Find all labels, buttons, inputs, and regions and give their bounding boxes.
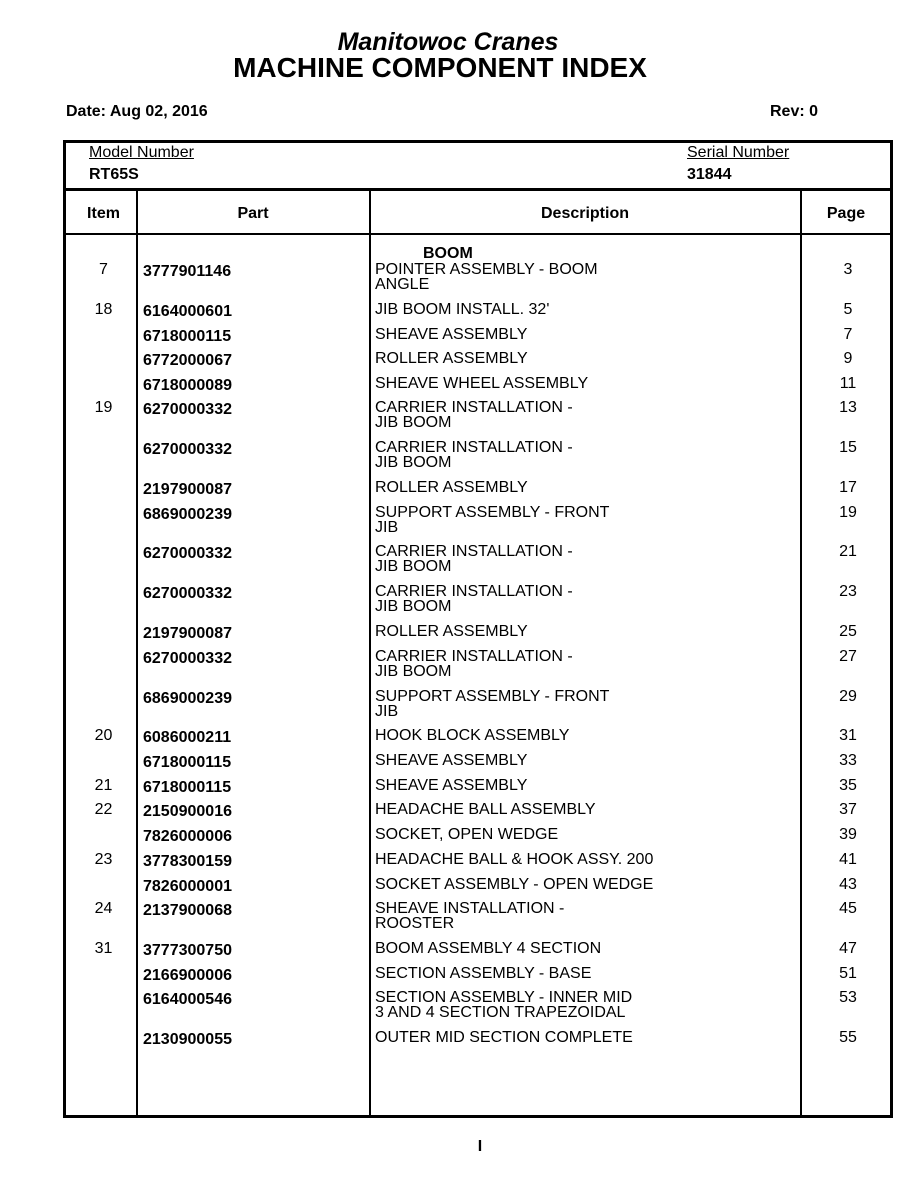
- model-number-value: RT65S: [89, 166, 139, 183]
- info-divider: [63, 188, 893, 191]
- row-page-number: 33: [839, 752, 857, 769]
- row-page-number: 3: [843, 261, 853, 278]
- row-description: BOOM ASSEMBLY 4 SECTION: [375, 940, 602, 957]
- row-part-number: 6270000332: [143, 401, 232, 418]
- row-part-number: 6164000601: [143, 303, 232, 320]
- row-part-number: 6772000067: [143, 352, 232, 369]
- row-page-number: 43: [839, 876, 857, 893]
- column-header-part: Part: [237, 205, 269, 222]
- row-page-number: 51: [839, 965, 857, 982]
- row-part-number: 6869000239: [143, 690, 232, 707]
- row-description: SUPPORT ASSEMBLY - FRONT JIB: [375, 688, 610, 720]
- row-part-number: 6270000332: [143, 585, 232, 602]
- row-page-number: 55: [839, 1029, 857, 1046]
- row-item-number: 20: [94, 727, 113, 744]
- row-page-number: 21: [839, 543, 857, 560]
- row-page-number: 15: [839, 439, 857, 456]
- row-page-number: 23: [839, 583, 857, 600]
- row-description: CARRIER INSTALLATION - JIB BOOM: [375, 583, 573, 615]
- row-page-number: 13: [839, 399, 857, 416]
- row-page-number: 11: [839, 375, 857, 392]
- row-part-number: 2166900006: [143, 967, 232, 984]
- row-part-number: 6086000211: [143, 729, 232, 746]
- row-part-number: 6270000332: [143, 441, 232, 458]
- row-item-number: 31: [94, 940, 113, 957]
- row-description: SHEAVE ASSEMBLY: [375, 752, 528, 769]
- header-divider: [63, 233, 893, 235]
- row-part-number: 6718000115: [143, 754, 232, 771]
- column-header-page: Page: [826, 205, 866, 222]
- row-description: HEADACHE BALL & HOOK ASSY. 200: [375, 851, 654, 868]
- row-description: ROLLER ASSEMBLY: [375, 350, 528, 367]
- row-page-number: 37: [839, 801, 857, 818]
- row-page-number: 29: [839, 688, 857, 705]
- row-page-number: 35: [839, 777, 857, 794]
- row-description: SUPPORT ASSEMBLY - FRONT JIB: [375, 504, 610, 536]
- row-description: ROLLER ASSEMBLY: [375, 479, 528, 496]
- row-description: SECTION ASSEMBLY - INNER MID 3 AND 4 SECTION TRAPEZOIDAL: [375, 989, 633, 1021]
- row-description: SOCKET, OPEN WEDGE: [375, 826, 559, 843]
- row-description: CARRIER INSTALLATION - JIB BOOM: [375, 648, 573, 680]
- row-page-number: 27: [839, 648, 857, 665]
- row-item-number: 21: [94, 777, 113, 794]
- row-description: OUTER MID SECTION COMPLETE: [375, 1029, 633, 1046]
- row-description: CARRIER INSTALLATION - JIB BOOM: [375, 399, 573, 431]
- row-page-number: 9: [843, 350, 853, 367]
- company-name: Manitowoc Cranes: [337, 28, 559, 56]
- column-header-item: Item: [87, 205, 120, 222]
- row-part-number: 6270000332: [143, 650, 232, 667]
- row-part-number: 2130900055: [143, 1031, 232, 1048]
- row-part-number: 2197900087: [143, 481, 232, 498]
- row-description: CARRIER INSTALLATION - JIB BOOM: [375, 543, 573, 575]
- serial-number-label: Serial Number: [687, 144, 790, 161]
- row-part-number: 6869000239: [143, 506, 232, 523]
- row-page-number: 7: [843, 326, 853, 343]
- document-revision: Rev: 0: [770, 103, 819, 120]
- row-part-number: 7826000001: [143, 878, 232, 895]
- document-date: Date: Aug 02, 2016: [66, 103, 208, 120]
- row-description: CARRIER INSTALLATION - JIB BOOM: [375, 439, 573, 471]
- row-part-number: 2137900068: [143, 902, 232, 919]
- row-page-number: 45: [839, 900, 857, 917]
- row-item-number: 7: [99, 261, 108, 278]
- row-description: SOCKET ASSEMBLY - OPEN WEDGE: [375, 876, 654, 893]
- description-page-divider: [800, 190, 802, 1118]
- row-part-number: 3778300159: [143, 853, 232, 870]
- serial-number-value: 31844: [687, 166, 732, 183]
- row-part-number: 6718000115: [143, 779, 232, 796]
- row-page-number: 41: [839, 851, 857, 868]
- column-header-description: Description: [540, 205, 629, 222]
- row-part-number: 7826000006: [143, 828, 232, 845]
- section-heading: BOOM: [423, 245, 473, 262]
- row-item-number: 19: [94, 399, 113, 416]
- row-description: HOOK BLOCK ASSEMBLY: [375, 727, 570, 744]
- row-part-number: 6270000332: [143, 545, 232, 562]
- row-description: SECTION ASSEMBLY - BASE: [375, 965, 592, 982]
- row-description: POINTER ASSEMBLY - BOOM ANGLE: [375, 261, 598, 293]
- row-page-number: 39: [839, 826, 857, 843]
- row-page-number: 53: [839, 989, 857, 1006]
- row-part-number: 2197900087: [143, 625, 232, 642]
- row-page-number: 17: [839, 479, 857, 496]
- row-item-number: 23: [94, 851, 113, 868]
- row-description: SHEAVE WHEEL ASSEMBLY: [375, 375, 589, 392]
- model-number-label: Model Number: [89, 144, 194, 161]
- row-part-number: 6164000546: [143, 991, 232, 1008]
- row-item-number: 22: [94, 801, 113, 818]
- row-part-number: 3777901146: [143, 263, 232, 280]
- row-description: SHEAVE ASSEMBLY: [375, 326, 528, 343]
- row-page-number: 25: [839, 623, 857, 640]
- document-title: MACHINE COMPONENT INDEX: [233, 52, 647, 83]
- part-description-divider: [369, 190, 371, 1118]
- row-part-number: 6718000089: [143, 377, 232, 394]
- row-item-number: 24: [94, 900, 113, 917]
- row-item-number: 18: [94, 301, 113, 318]
- row-page-number: 31: [839, 727, 857, 744]
- row-description: ROLLER ASSEMBLY: [375, 623, 528, 640]
- row-page-number: 5: [843, 301, 853, 318]
- row-part-number: 2150900016: [143, 803, 232, 820]
- row-part-number: 6718000115: [143, 328, 232, 345]
- row-page-number: 19: [839, 504, 857, 521]
- row-description: SHEAVE INSTALLATION - ROOSTER: [375, 900, 565, 932]
- row-description: SHEAVE ASSEMBLY: [375, 777, 528, 794]
- row-page-number: 47: [839, 940, 857, 957]
- page-marker: I: [477, 1138, 483, 1155]
- item-part-divider: [136, 190, 138, 1118]
- row-description: HEADACHE BALL ASSEMBLY: [375, 801, 596, 818]
- row-description: JIB BOOM INSTALL. 32': [375, 301, 550, 318]
- row-part-number: 3777300750: [143, 942, 232, 959]
